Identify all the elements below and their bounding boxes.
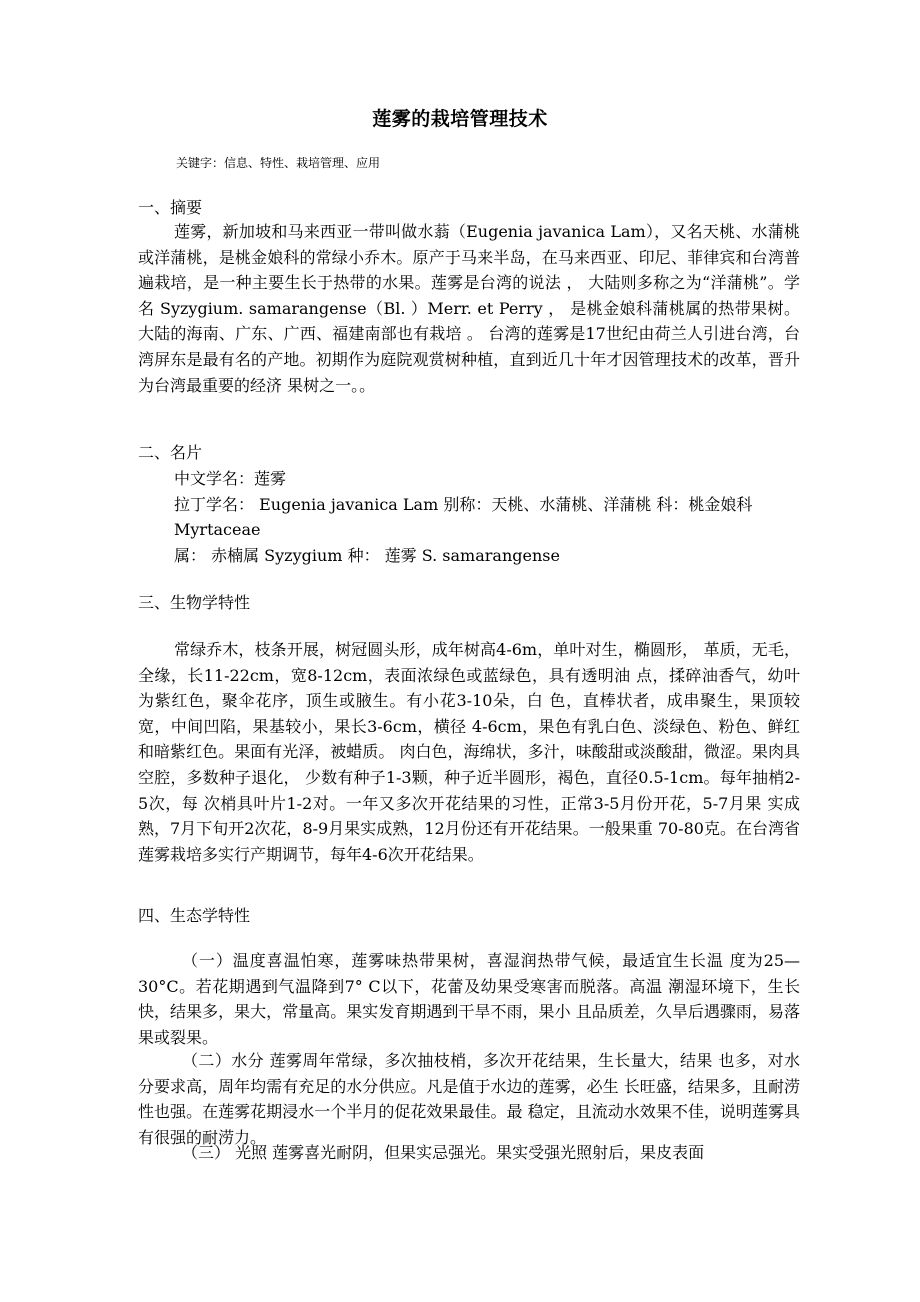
ecology-temperature-paragraph: （一）温度喜温怕寒，莲雾味热带果树，喜湿润热带气候，最适宜生长温 度为25—30°C。若花期遇到气温降到7° C以下，花蕾及幼果受寒害而脱落。高温 潮湿环境下，生长快，结果多，果大，常量高。果实发育期遇到干旱不雨，果小 且品质差，久旱后遇骤雨，易落果或裂果。 (138, 951, 800, 1047)
chinese-name-line: 中文学名：莲雾 (174, 469, 287, 488)
section-heading-names: 二、名片 (138, 443, 203, 462)
genus-species-line: 属： 赤楠属 Syzygium 种： 莲雾 S. samarangense (174, 545, 560, 565)
biology-paragraph: 常绿乔木，枝条开展，树冠圆头形，成年树高4-6m，单叶对生，椭圆形， 革质，无毛，全缘，长11-22cm，宽8-12cm，表面浓绿色或蓝绿色，具有透明油 点，揉碎油香气，幼叶为紫红色，聚伞花序，顶生或腋生。有小花3-10朵，白 色，直棒状者，成串聚生，果顶较宽，中间凹陷，果基较小，果长3-6cm，横径 4-6cm，果色有乳白色、淡绿色、粉色、鲜红和暗紫红色。果面有光泽，被蜡质。 肉白色，海绵状，多汁，味酸甜或淡酸甜，微涩。果肉具空腔，多数种子退化， 少数有种子1-3颗，种子近半圆形，褐色，直径0.5-1cm。每年抽梢2-5次，每 次梢具叶片1-2对。一年又多次开花结果的习性，正常3-5月份开花，5-7月果 实成熟，7月下旬开2次花，8-9月果实成熟，12月份还有开花结果。一般果重 70-80克。在台湾省莲雾栽培多实行产期调节，每年4-6次开花结果。 (138, 640, 800, 864)
keywords-line: 关键字：信息、特性、栽培管理、应用 (176, 156, 381, 170)
ecology-water-paragraph: （二）水分 莲雾周年常绿，多次抽枝梢，多次开花结果，生长量大，结果 也多，对水分要求高，周年均需有充足的水分供应。凡是值于水边的莲雾，必生 长旺盛，结果多，且耐涝性也强。在莲雾花期浸水一个半月的促花效果最佳。最 稳定，且流动水效果不佳，说明莲雾具有很强的耐涝力。 (138, 1051, 800, 1147)
ecology-light-paragraph: （三） 光照 莲雾喜光耐阴，但果实忌强光。果实受强光照射后，果皮表面 (182, 1143, 705, 1162)
names-block (174, 466, 800, 568)
abstract-paragraph: 莲雾，新加坡和马来西亚一带叫做水蓊（Eugenia javanica Lam），又名天桃、水蒲桃或洋蒲桃，是桃金娘科的常绿小乔木。原产于马来半岛，在马来西亚、印尼、菲律宾和台湾普遍栽培，是一种主要生长于热带的水果。莲雾是台湾的说法 ， 大陆则多称之为“洋蒲桃”。学名 Syzygium. samarangense（Bl. ）Merr. et Perry ， 是桃金娘科蒲桃属的热带果树。大陆的海南、广东、广西、福建南部也有栽培 。 台湾的莲雾是17世纪由荷兰人引进台湾，台湾屏东是最有名的产地。初期作为庭院观赏树种植，直到近几十年才因管理技术的改革，晋升为台湾最重要的经济 果树之一。。 (138, 222, 800, 395)
document-title: 莲雾的栽培管理技术 (372, 108, 548, 130)
section-heading-abstract: 一、摘要 (138, 198, 203, 217)
latin-name-line: 拉丁学名： Eugenia javanica Lam 别称：天桃、水蒲桃、洋蒲桃 科：桃金娘科Myrtaceae (174, 494, 753, 540)
section-heading-ecology: 四、生态学特性 (138, 906, 251, 925)
section-heading-biology: 三、生物学特性 (138, 593, 251, 612)
